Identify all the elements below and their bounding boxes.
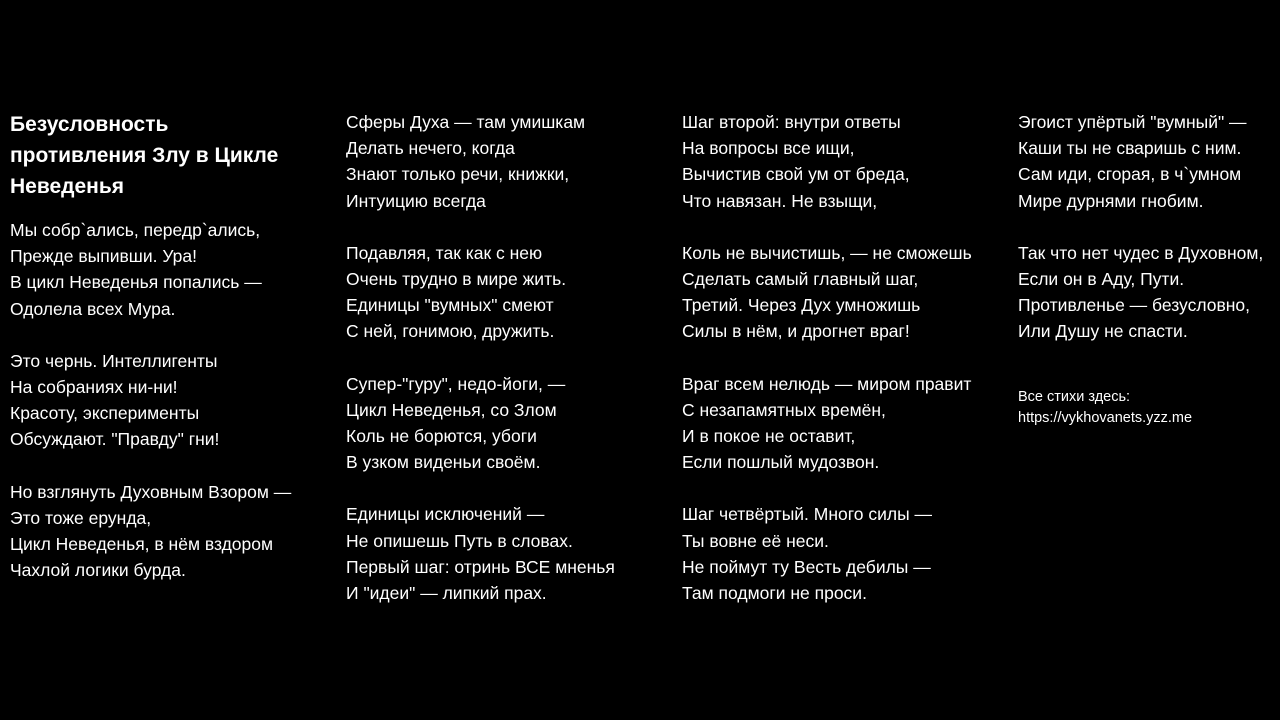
verse-line: Сам иди, сгорая, в ч`умном — [1018, 164, 1242, 185]
verse-line: Интуицию всегда — [346, 190, 486, 211]
verse-line: Сделать самый главный шаг, — [682, 269, 919, 290]
verse-line: На вопросы все ищи, — [682, 138, 855, 159]
verse-line: Не поймут ту Весть дебилы — — [682, 556, 931, 577]
verse-line: Но взглянуть Духовным Взором — — [10, 481, 292, 502]
verse-line: И "идеи" — липкий прах. — [346, 583, 547, 604]
verse-line: Так что нет чудес в Духовном, — [1018, 242, 1264, 263]
verse-line: Обсуждают. "Правду" гни! — [10, 429, 220, 450]
verse-line: С ней, гонимою, дружить. — [346, 321, 555, 342]
poem-title — [10, 109, 330, 202]
poem-column-3 — [682, 109, 1002, 632]
verse-line: Третий. Через Дух умножишь — [682, 295, 921, 316]
verse-line: Красоту, эксперименты — [10, 403, 200, 424]
stanza — [682, 240, 1002, 345]
source-note — [1018, 387, 1280, 429]
title-line: противления Злу в Цикле — [10, 144, 279, 167]
stanza — [682, 109, 1002, 214]
verse-line: Если он в Аду, Пути. — [1018, 269, 1185, 290]
stanza — [346, 109, 666, 214]
verse-line: Шаг четвёртый. Много силы — — [682, 504, 933, 525]
verse-line: С незапамятных времён, — [682, 399, 886, 420]
stanza — [682, 371, 1002, 476]
verse-line: Силы в нём, и дрогнет враг! — [682, 321, 910, 342]
stanza — [10, 217, 330, 322]
verse-line: Одолела всех Мура. — [10, 298, 176, 319]
stanza — [1018, 240, 1280, 345]
stanza — [682, 501, 1002, 606]
verse-line: Мире дурнями гнобим. — [1018, 190, 1204, 211]
stanza — [10, 348, 330, 453]
verse-line: Что навязан. Не взыщи, — [682, 190, 878, 211]
title-line: Безусловность — [10, 113, 169, 136]
verse-line: Цикл Неведенья, со Злом — [346, 399, 557, 420]
verse-line: Коль не борются, убоги — [346, 426, 537, 447]
verse-line: Мы собр`ались, передр`ались, — [10, 220, 261, 240]
verse-line: Коль не вычистишь, — не сможешь — [682, 242, 972, 263]
source-link[interactable]: https://vykhovanets.yzz.me — [1018, 409, 1193, 426]
verse-line: Цикл Неведенья, в нём вздором — [10, 534, 274, 555]
verse-line: Первый шаг: отринь ВСЕ мненья — [346, 556, 615, 577]
verse-line: На собраниях ни-ни! — [10, 377, 178, 398]
verse-line: Эгоист упёртый "вумный" — — [1018, 112, 1247, 132]
stanza — [346, 240, 666, 345]
verse-line: Чахлой логики бурда. — [10, 560, 186, 581]
verse-line: Вычистив свой ум от бреда, — [682, 164, 910, 185]
verse-line: В цикл Неведенья попались — — [10, 272, 262, 293]
verse-line: Очень трудно в мире жить. — [346, 269, 567, 290]
verse-line: Подавляя, так как с нею — [346, 242, 543, 263]
verse-line: Каши ты не сваришь с ним. — [1018, 138, 1242, 159]
poem-column-4 — [1018, 109, 1280, 429]
source-label: Все стихи здесь: — [1018, 388, 1131, 405]
verse-line: Или Душу не спасти. — [1018, 321, 1188, 342]
verse-line: Это чернь. Интеллигенты — [10, 350, 218, 371]
poem-column-1 — [10, 109, 330, 609]
stanza — [10, 479, 330, 584]
verse-line: Знают только речи, книжки, — [346, 164, 570, 185]
verse-line: Противленье — безусловно, — [1018, 295, 1251, 316]
verse-line: Прежде выпивши. Ура! — [10, 246, 197, 267]
stanza — [1018, 109, 1280, 214]
verse-line: Враг всем нелюдь — миром правит — [682, 373, 972, 394]
verse-line: Шаг второй: внутри ответы — [682, 112, 901, 132]
stanza — [346, 501, 666, 606]
title-line: Неведенья — [10, 175, 125, 198]
verse-line: Единицы исключений — — [346, 504, 545, 525]
verse-line: Если пошлый мудозвон. — [682, 452, 880, 473]
verse-line: Не опишешь Путь в словах. — [346, 530, 573, 551]
verse-line: Сферы Духа — там умишкам — [346, 112, 586, 132]
stanza — [346, 371, 666, 476]
verse-line: Супер-"гуру", недо-йоги, — — [346, 373, 566, 394]
verse-line: В узком виденьи своём. — [346, 452, 541, 473]
verse-line: Делать нечего, когда — [346, 138, 515, 159]
verse-line: Единицы "вумных" смеют — [346, 295, 554, 316]
verse-line: И в покое не оставит, — [682, 426, 856, 447]
verse-line: Там подмоги не проси. — [682, 583, 867, 604]
verse-line: Это тоже ерунда, — [10, 507, 152, 528]
verse-line: Ты вовне её неси. — [682, 530, 829, 551]
poem-column-2 — [346, 109, 666, 632]
